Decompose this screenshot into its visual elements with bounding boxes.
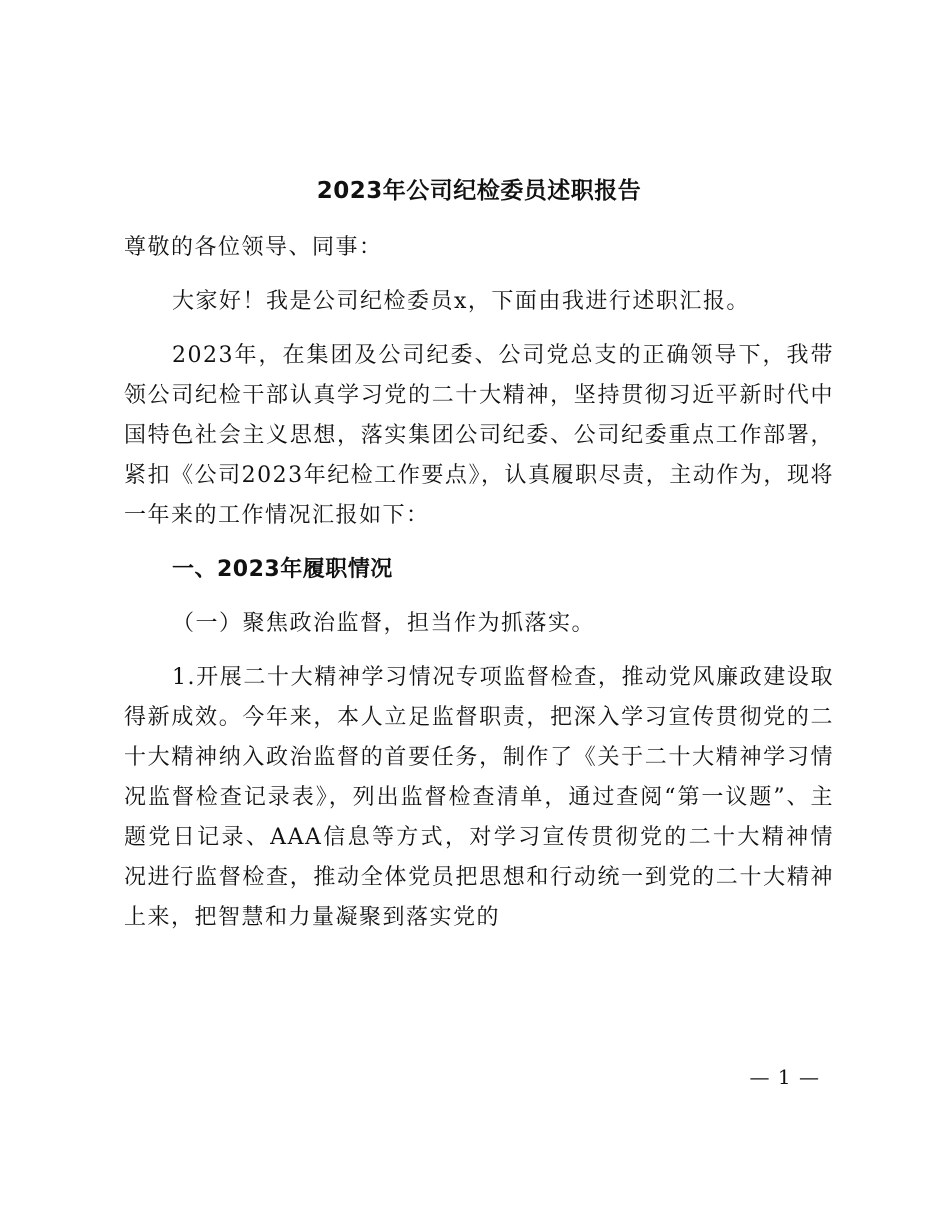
section-heading: 一、2023年履职情况	[172, 557, 393, 582]
document-title: 2023年公司纪检委员述职报告	[316, 178, 642, 204]
salutation: 尊敬的各位领导、同事：	[124, 235, 383, 260]
page-number: — 1 —	[749, 1065, 820, 1089]
greeting-paragraph: 大家好！我是公司纪检委员x，下面由我进行述职汇报。	[172, 289, 750, 314]
document-body	[124, 170, 834, 952]
item-1-paragraph: 1.开展二十大精神学习情况专项监督检查，推动党风廉政建设取得新成效。今年来，本人立足监督职责，把深入学习宣传贯彻党的二十大精神纳入政治监督的首要任务，制作了《关于二十大精神学习情况监督检查记录表》，列出监督检查清单，通过查阅“第一议题”、主题党日记录、AAA信息等方式，对学习宣传贯彻党的二十大精神情况进行监督检查，推动全体党员把思想和行动统一到党的二十大精神上来，把智慧和力量凝聚到落实党的	[124, 665, 834, 930]
sub-heading: （一）聚焦政治监督，担当作为抓落实。	[172, 611, 596, 636]
intro-paragraph: 2023年，在集团及公司纪委、公司党总支的正确领导下，我带领公司纪检干部认真学习党的二十大精神，坚持贯彻习近平新时代中国特色社会主义思想，落实集团公司纪委、公司纪委重点工作部署，紧扣《公司2023年纪检工作要点》，认真履职尽责，主动作为，现将一年来的工作情况汇报如下：	[124, 343, 834, 528]
